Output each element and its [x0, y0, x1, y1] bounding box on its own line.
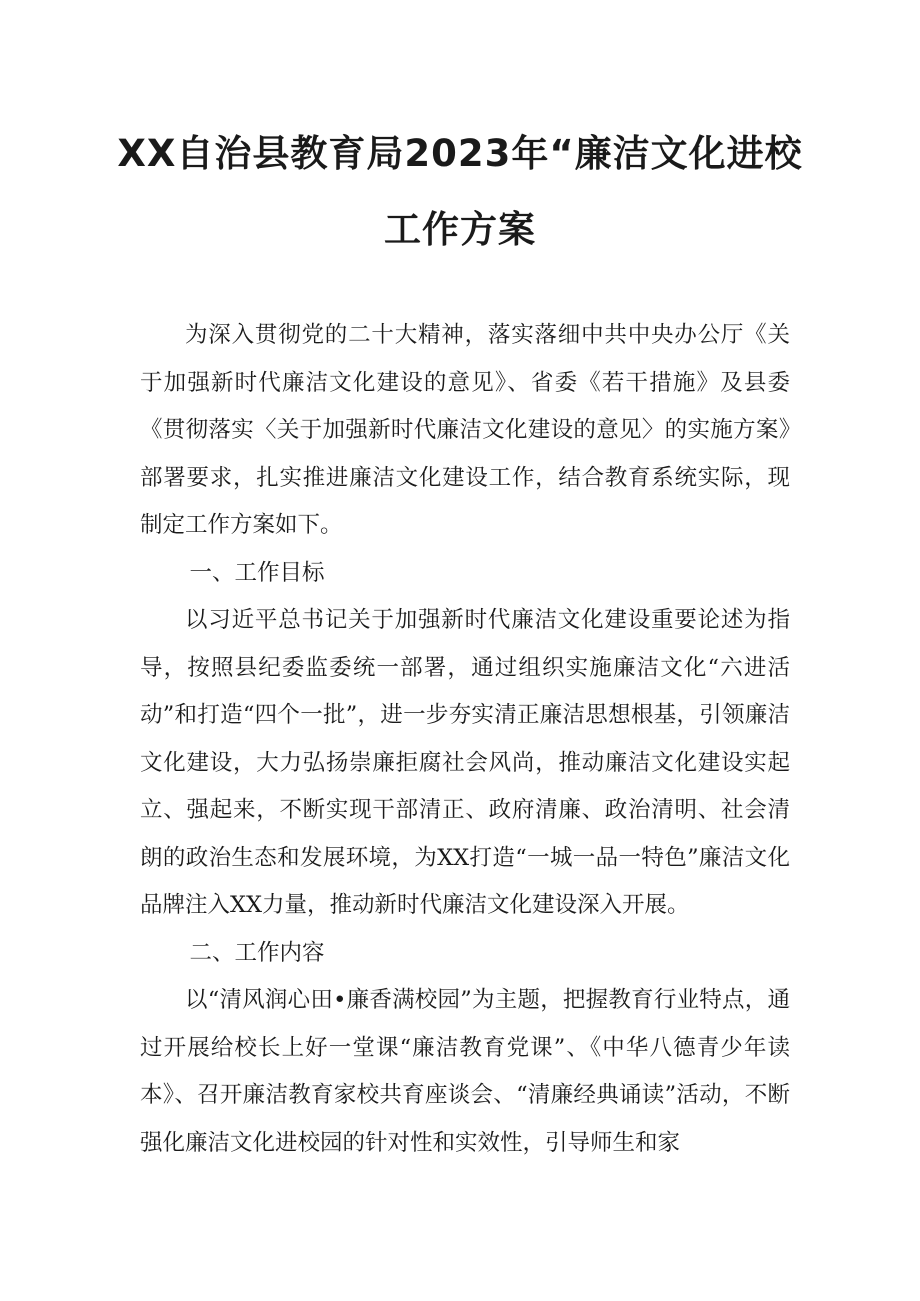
- document-title-line-2: 工作方案: [384, 208, 536, 251]
- intro-paragraph: 为深入贯彻党的二十大精神，落实落细中共中央办公厅《关于加强新时代廉洁文化建设的意见》、省委《若干措施》及县委《贯彻落实〈关于加强新时代廉洁文化建设的意见〉的实施方案》部署要求，扎实推进廉洁文化建设工作，结合教育系统实际，现制定工作方案如下。: [140, 322, 790, 538]
- section-heading-goals: 一、工作目标: [189, 559, 325, 586]
- document-title-line-1: XX自治县教育局2023年“廉洁文化进校: [117, 132, 803, 175]
- section-heading-content: 二、工作内容: [189, 939, 325, 966]
- document-body: [140, 312, 790, 1167]
- goals-paragraph: 以习近平总书记关于加强新时代廉洁文化建设重要论述为指导，按照县纪委监委统一部署，通过组织实施廉洁文化“六进活动”和打造“四个一批”，进一步夯实清正廉洁思想根基，引领廉洁文化建设，大力弘扬崇廉拒腐社会风尚，推动廉洁文化建设实起立、强起来，不断实现干部清正、政府清廉、政治清明、社会清朗的政治生态和发展环境，为XX打造“一城一品一特色”廉洁文化品牌注入XX力量，推动新时代廉洁文化建设深入开展。: [140, 607, 790, 918]
- content-paragraph: 以“清风润心田•廉香满校园”为主题，把握教育行业特点，通过开展给校长上好一堂课“廉洁教育党课”、《中华八德青少年读本》、召开廉洁教育家校共育座谈会、“清廉经典诵读”活动，不断强化廉洁文化进校园的针对性和实效性，引导师生和家: [140, 987, 790, 1156]
